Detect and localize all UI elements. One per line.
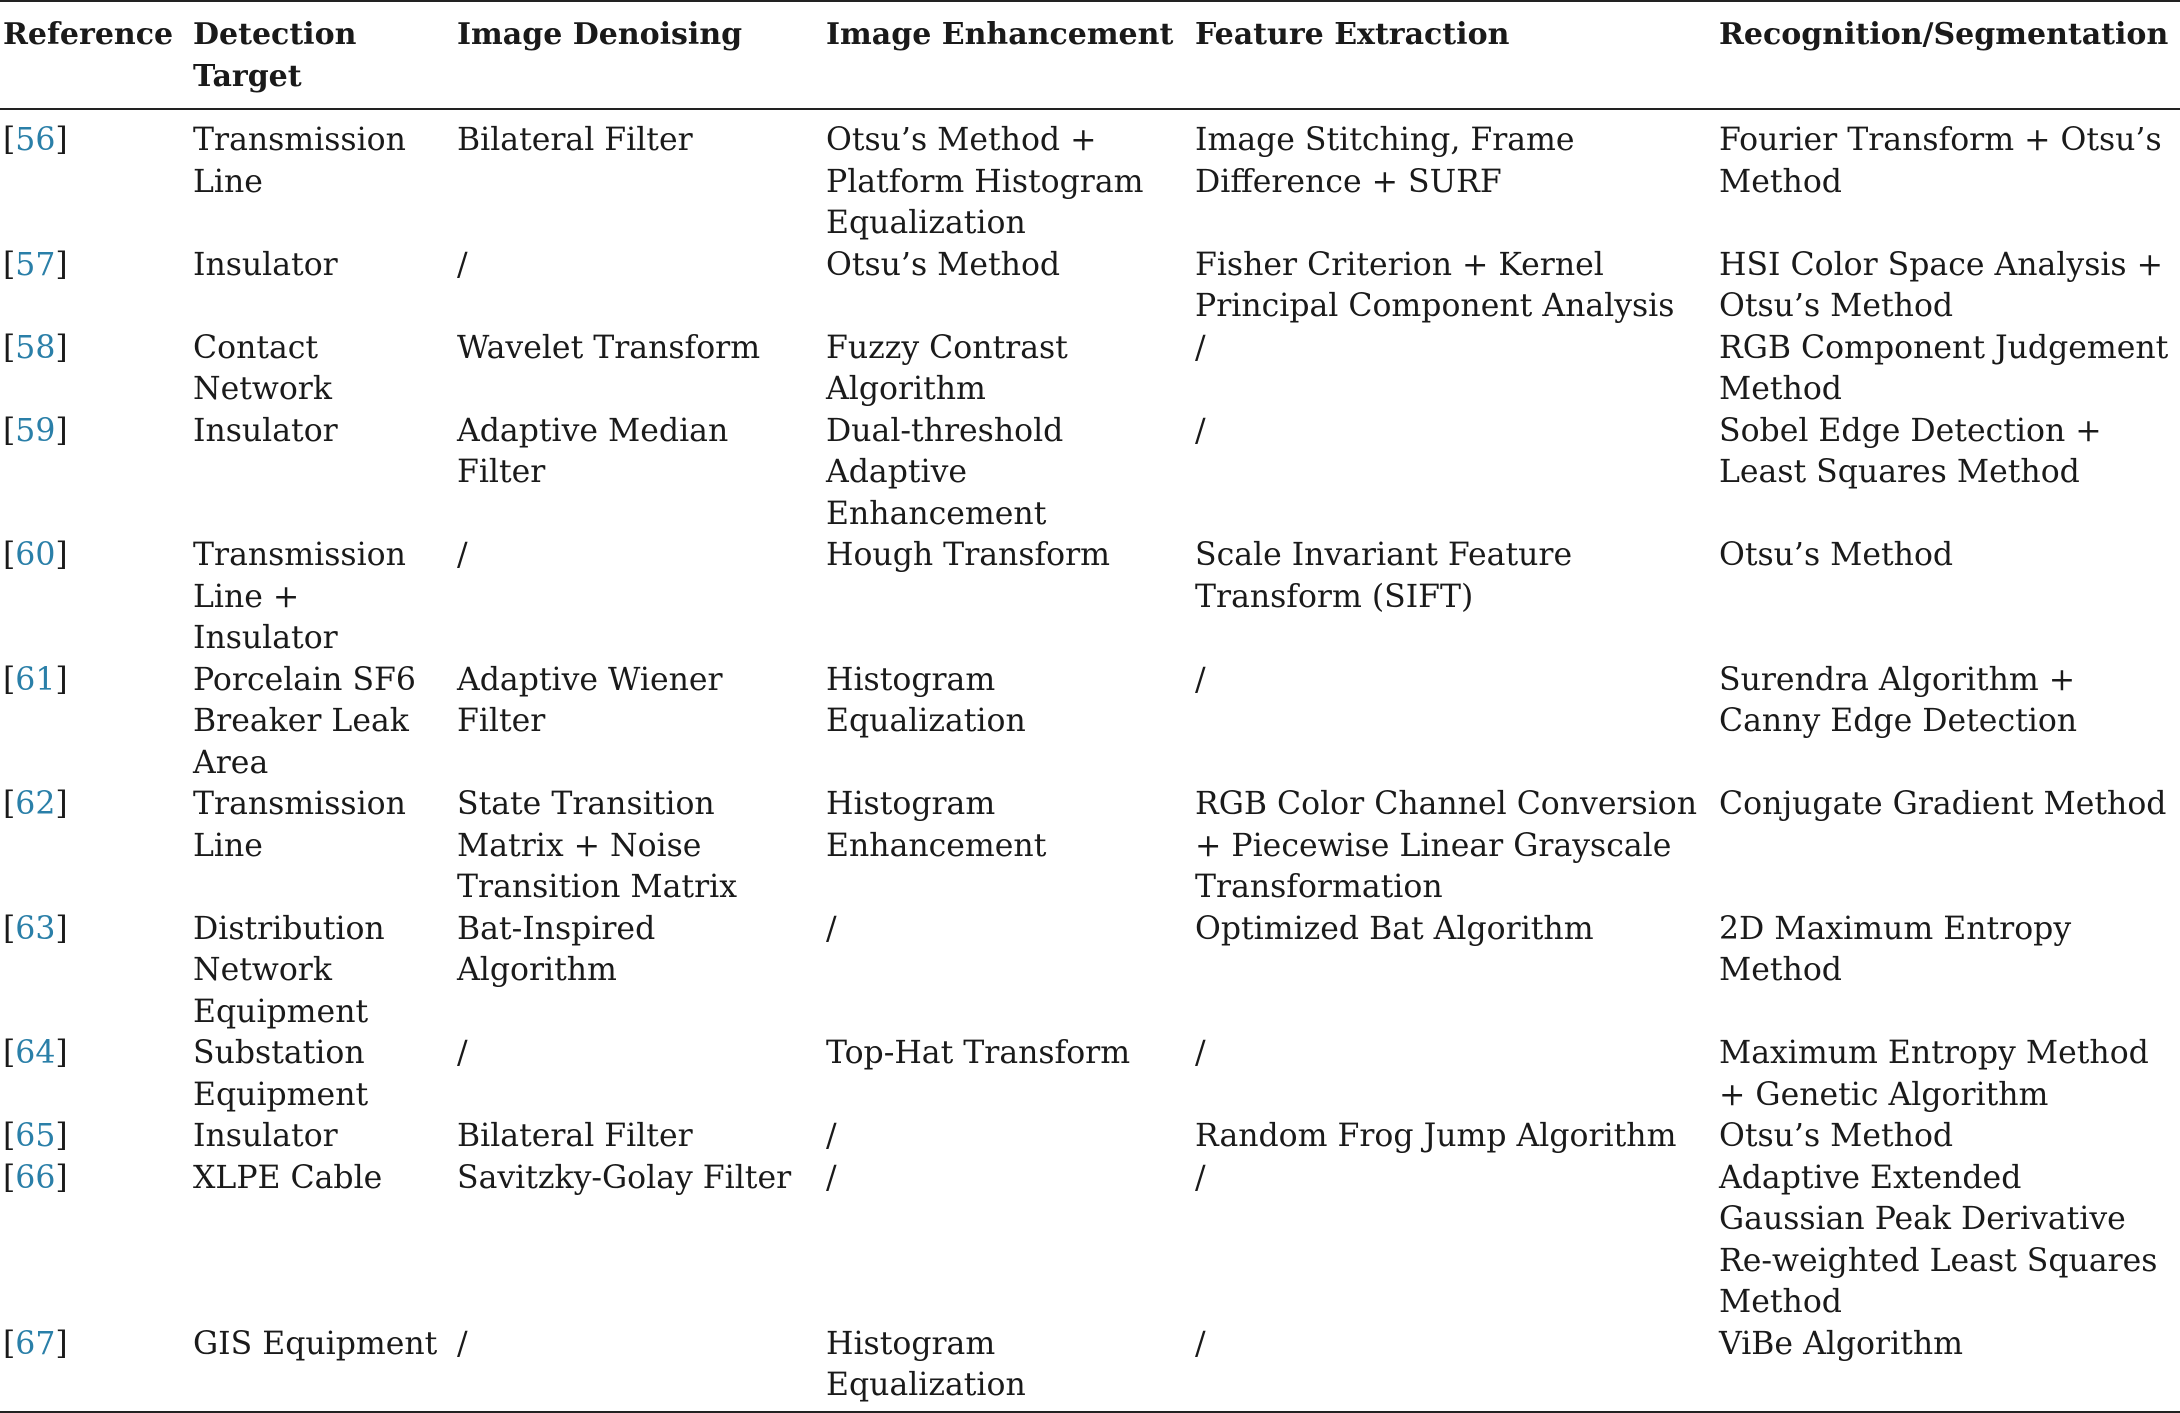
recognition-segmentation-cell: [1719, 784, 2180, 909]
image-denoising-cell-text: Savitzky-Golay Filter: [457, 1159, 792, 1196]
feature-extraction-cell: [1195, 245, 1719, 328]
detection-target-cell-text: XLPE Cable: [193, 1159, 383, 1196]
citation-bracket-close: ]: [55, 537, 68, 573]
image-enhancement-cell-text: Histogram Equalization: [826, 661, 1026, 739]
recognition-segmentation-cell-text: Maximum Entropy Method + Genetic Algorithm: [1719, 1035, 2149, 1113]
citation-bracket-open: [: [3, 122, 16, 158]
image-denoising-cell: [457, 328, 826, 411]
recognition-segmentation-cell-text: Adaptive Extended Gaussian Peak Derivative Re-weighted Least Squares Method: [1719, 1159, 2158, 1320]
image-denoising-cell-text: Bilateral Filter: [457, 122, 693, 158]
citation-bracket-open: [: [3, 910, 16, 947]
detection-target-cell: [193, 109, 457, 245]
image-denoising-cell: [457, 109, 826, 245]
image-enhancement-cell: [826, 784, 1195, 909]
feature-extraction-cell-text: Optimized Bat Algorithm: [1195, 910, 1594, 947]
image-enhancement-cell: [826, 660, 1195, 785]
image-denoising-cell: [457, 660, 826, 785]
citation-link[interactable]: 64: [15, 1035, 56, 1071]
citation-bracket-open: [: [3, 412, 16, 449]
detection-target-cell-text: Substation Equipment: [193, 1035, 369, 1113]
image-enhancement-cell-text: Histogram Enhancement: [826, 786, 1047, 864]
feature-extraction-cell-text: Random Frog Jump Algorithm: [1195, 1118, 1677, 1154]
table-row: [0, 1324, 2180, 1412]
citation-bracket-open: [: [3, 246, 16, 283]
detection-target-cell-text: Insulator: [193, 1118, 338, 1154]
image-denoising-cell-text: State Transition Matrix + Noise Transition Matrix: [457, 786, 737, 905]
feature-extraction-cell-text: /: [1195, 1159, 1206, 1196]
image-denoising-cell-text: Bilateral Filter: [457, 1118, 693, 1154]
detection-target-cell-text: Insulator: [193, 412, 338, 449]
reference-cell: [0, 328, 193, 411]
image-enhancement-cell-text: Otsu’s Method: [826, 246, 1061, 283]
citation-bracket-close: ]: [55, 412, 68, 449]
recognition-segmentation-cell: [1719, 411, 2180, 536]
image-enhancement-cell: [826, 1033, 1195, 1116]
header-image-denoising: Image Denoising: [457, 1, 826, 109]
detection-target-cell: [193, 1116, 457, 1158]
image-enhancement-cell-text: Histogram Equalization: [826, 1325, 1026, 1403]
feature-extraction-cell: [1195, 784, 1719, 909]
image-enhancement-cell: [826, 1116, 1195, 1158]
reference-cell: [0, 411, 193, 536]
citation-link[interactable]: 66: [15, 1159, 56, 1196]
image-enhancement-cell-text: Top-Hat Transform: [826, 1035, 1131, 1071]
feature-extraction-cell-text: Fisher Criterion + Kernel Principal Component Analysis: [1195, 246, 1675, 324]
table-row: [0, 411, 2180, 536]
header-image-enhancement: Image Enhancement: [826, 1, 1195, 109]
citation-bracket-close: ]: [55, 661, 68, 698]
detection-target-cell-text: Distribution Network Equipment: [193, 910, 385, 1030]
citation-link[interactable]: 61: [15, 661, 56, 698]
image-enhancement-cell-text: /: [826, 1118, 837, 1154]
citation-bracket-close: ]: [55, 122, 68, 158]
detection-target-cell-text: Transmission Line + Insulator: [193, 537, 406, 656]
reference-cell: [0, 1116, 193, 1158]
reference-cell: [0, 109, 193, 245]
citation-bracket-open: [: [3, 1035, 16, 1071]
image-denoising-cell-text: Bat-Inspired Algorithm: [457, 910, 656, 988]
citation-bracket-close: ]: [55, 1159, 68, 1196]
recognition-segmentation-cell: [1719, 660, 2180, 785]
reference-cell: [0, 1033, 193, 1116]
image-enhancement-cell-text: Fuzzy Contrast Algorithm: [826, 329, 1068, 407]
recognition-segmentation-cell: [1719, 535, 2180, 660]
recognition-segmentation-cell: [1719, 1324, 2180, 1412]
header-reference: Reference: [0, 1, 193, 109]
image-enhancement-cell: [826, 245, 1195, 328]
reference-cell: [0, 1324, 193, 1412]
reference-cell: [0, 535, 193, 660]
citation-link[interactable]: 60: [15, 537, 56, 573]
recognition-segmentation-cell-text: 2D Maximum Entropy Method: [1719, 910, 2072, 988]
feature-extraction-cell-text: Image Stitching, Frame Difference + SURF: [1195, 122, 1575, 200]
citation-bracket-open: [: [3, 329, 16, 366]
feature-extraction-cell: [1195, 411, 1719, 536]
detection-target-cell-text: Contact Network: [193, 329, 332, 407]
detection-target-cell: [193, 784, 457, 909]
image-denoising-cell: [457, 784, 826, 909]
table-row: [0, 1033, 2180, 1116]
citation-link[interactable]: 62: [15, 786, 56, 822]
citation-bracket-close: ]: [55, 786, 68, 822]
feature-extraction-cell-text: Scale Invariant Feature Transform (SIFT): [1195, 537, 1573, 615]
feature-extraction-cell: [1195, 1033, 1719, 1116]
table-header: [0, 1, 2180, 109]
recognition-segmentation-cell-text: Fourier Transform + Otsu’s Method: [1719, 122, 2162, 200]
recognition-segmentation-cell-text: Conjugate Gradient Method: [1719, 786, 2167, 822]
table-row: [0, 660, 2180, 785]
detection-target-cell-text: Insulator: [193, 246, 338, 283]
detection-target-cell: [193, 1158, 457, 1324]
feature-extraction-cell: [1195, 660, 1719, 785]
feature-extraction-cell: [1195, 109, 1719, 245]
image-enhancement-cell: [826, 109, 1195, 245]
citation-link[interactable]: 56: [15, 122, 56, 158]
citation-bracket-close: ]: [55, 910, 68, 947]
image-denoising-cell: [457, 1033, 826, 1116]
detection-target-cell: [193, 1324, 457, 1412]
image-denoising-cell: [457, 411, 826, 536]
citation-bracket-open: [: [3, 1118, 16, 1154]
table-body: [0, 109, 2180, 1412]
feature-extraction-cell-text: RGB Color Channel Conversion + Piecewise Linear Grayscale Transformation: [1195, 786, 1698, 905]
recognition-segmentation-cell: [1719, 909, 2180, 1034]
recognition-segmentation-cell: [1719, 1158, 2180, 1324]
detection-target-cell-text: Transmission Line: [193, 122, 406, 200]
image-enhancement-cell: [826, 328, 1195, 411]
image-denoising-cell-text: Adaptive Wiener Filter: [457, 661, 723, 739]
image-denoising-cell: [457, 1324, 826, 1412]
reference-cell: [0, 245, 193, 328]
citation-bracket-close: ]: [55, 246, 68, 283]
citation-bracket-close: ]: [55, 1035, 68, 1071]
detection-target-cell: [193, 245, 457, 328]
header-feature-extraction: Feature Extraction: [1195, 1, 1719, 109]
recognition-segmentation-cell-text: ViBe Algorithm: [1719, 1325, 1963, 1362]
recognition-segmentation-cell: [1719, 109, 2180, 245]
detection-target-cell: [193, 328, 457, 411]
citation-bracket-close: ]: [55, 1118, 68, 1154]
feature-extraction-cell-text: /: [1195, 661, 1206, 698]
recognition-segmentation-cell-text: RGB Component Judgement Method: [1719, 329, 2169, 407]
detection-target-cell: [193, 660, 457, 785]
table-row: [0, 245, 2180, 328]
table-row: [0, 784, 2180, 909]
image-denoising-cell-text: /: [457, 246, 468, 283]
image-enhancement-cell-text: /: [826, 910, 837, 947]
image-denoising-cell: [457, 1158, 826, 1324]
feature-extraction-cell: [1195, 1116, 1719, 1158]
detection-target-cell: [193, 411, 457, 536]
feature-extraction-cell: [1195, 1324, 1719, 1412]
citation-bracket-open: [: [3, 786, 16, 822]
image-denoising-cell-text: Adaptive Median Filter: [457, 412, 729, 490]
citation-link[interactable]: 67: [15, 1325, 56, 1362]
image-enhancement-cell-text: Hough Transform: [826, 537, 1111, 573]
reference-cell: [0, 660, 193, 785]
reference-cell: [0, 1158, 193, 1324]
detection-target-cell-text: GIS Equipment: [193, 1325, 438, 1362]
header-recognition-segmentation: Recognition/Segmentation: [1719, 1, 2180, 109]
citation-bracket-close: ]: [55, 329, 68, 366]
header-detection-target-label: Detection Target: [193, 17, 357, 94]
recognition-segmentation-cell-text: Sobel Edge Detection + Least Squares Method: [1719, 412, 2102, 490]
citation-bracket-open: [: [3, 661, 16, 698]
feature-extraction-cell: [1195, 909, 1719, 1034]
image-enhancement-cell-text: /: [826, 1159, 837, 1196]
feature-extraction-cell: [1195, 328, 1719, 411]
citation-link[interactable]: 63: [15, 910, 56, 947]
citation-bracket-open: [: [3, 1325, 16, 1362]
image-denoising-cell-text: /: [457, 1035, 468, 1071]
table-row: [0, 328, 2180, 411]
recognition-segmentation-cell: [1719, 1116, 2180, 1158]
recognition-segmentation-cell-text: Otsu’s Method: [1719, 537, 1954, 573]
header-detection-target: [193, 1, 457, 109]
reference-cell: [0, 909, 193, 1034]
image-denoising-cell: [457, 909, 826, 1034]
recognition-segmentation-cell: [1719, 328, 2180, 411]
image-enhancement-cell: [826, 1158, 1195, 1324]
image-enhancement-cell: [826, 535, 1195, 660]
recognition-segmentation-cell: [1719, 1033, 2180, 1116]
detection-target-cell-text: Porcelain SF6 Breaker Leak Area: [193, 661, 416, 781]
recognition-segmentation-cell: [1719, 245, 2180, 328]
citation-link[interactable]: 65: [15, 1118, 56, 1154]
detection-target-cell: [193, 535, 457, 660]
detection-target-cell: [193, 909, 457, 1034]
image-enhancement-cell-text: Dual-threshold Adaptive Enhancement: [826, 412, 1064, 532]
feature-extraction-cell: [1195, 1158, 1719, 1324]
feature-extraction-cell-text: /: [1195, 1325, 1206, 1362]
recognition-segmentation-cell-text: Otsu’s Method: [1719, 1118, 1954, 1154]
citation-link[interactable]: 57: [15, 246, 56, 283]
image-enhancement-cell: [826, 1324, 1195, 1412]
feature-extraction-cell-text: /: [1195, 329, 1206, 366]
citation-link[interactable]: 59: [15, 412, 56, 449]
citation-bracket-open: [: [3, 1159, 16, 1196]
citation-bracket-open: [: [3, 537, 16, 573]
table-row: [0, 909, 2180, 1034]
recognition-segmentation-cell-text: HSI Color Space Analysis + Otsu’s Method: [1719, 246, 2163, 324]
image-denoising-cell-text: /: [457, 537, 468, 573]
feature-extraction-cell-text: /: [1195, 412, 1206, 449]
table-row: [0, 1158, 2180, 1324]
image-enhancement-cell: [826, 411, 1195, 536]
table-row: [0, 109, 2180, 245]
detection-target-cell: [193, 1033, 457, 1116]
detection-target-cell-text: Transmission Line: [193, 786, 406, 864]
image-enhancement-cell-text: Otsu’s Method + Platform Histogram Equalization: [826, 122, 1144, 241]
recognition-segmentation-cell-text: Surendra Algorithm + Canny Edge Detection: [1719, 661, 2078, 739]
citation-bracket-close: ]: [55, 1325, 68, 1362]
image-denoising-cell: [457, 1116, 826, 1158]
table-row: [0, 535, 2180, 660]
header-row: [0, 1, 2180, 109]
image-enhancement-cell: [826, 909, 1195, 1034]
feature-extraction-cell-text: /: [1195, 1035, 1206, 1071]
image-denoising-cell: [457, 245, 826, 328]
image-denoising-cell-text: /: [457, 1325, 468, 1362]
citation-link[interactable]: 58: [15, 329, 56, 366]
image-denoising-cell: [457, 535, 826, 660]
table-row: [0, 1116, 2180, 1158]
reference-cell: [0, 784, 193, 909]
image-denoising-cell-text: Wavelet Transform: [457, 329, 761, 366]
feature-extraction-cell: [1195, 535, 1719, 660]
